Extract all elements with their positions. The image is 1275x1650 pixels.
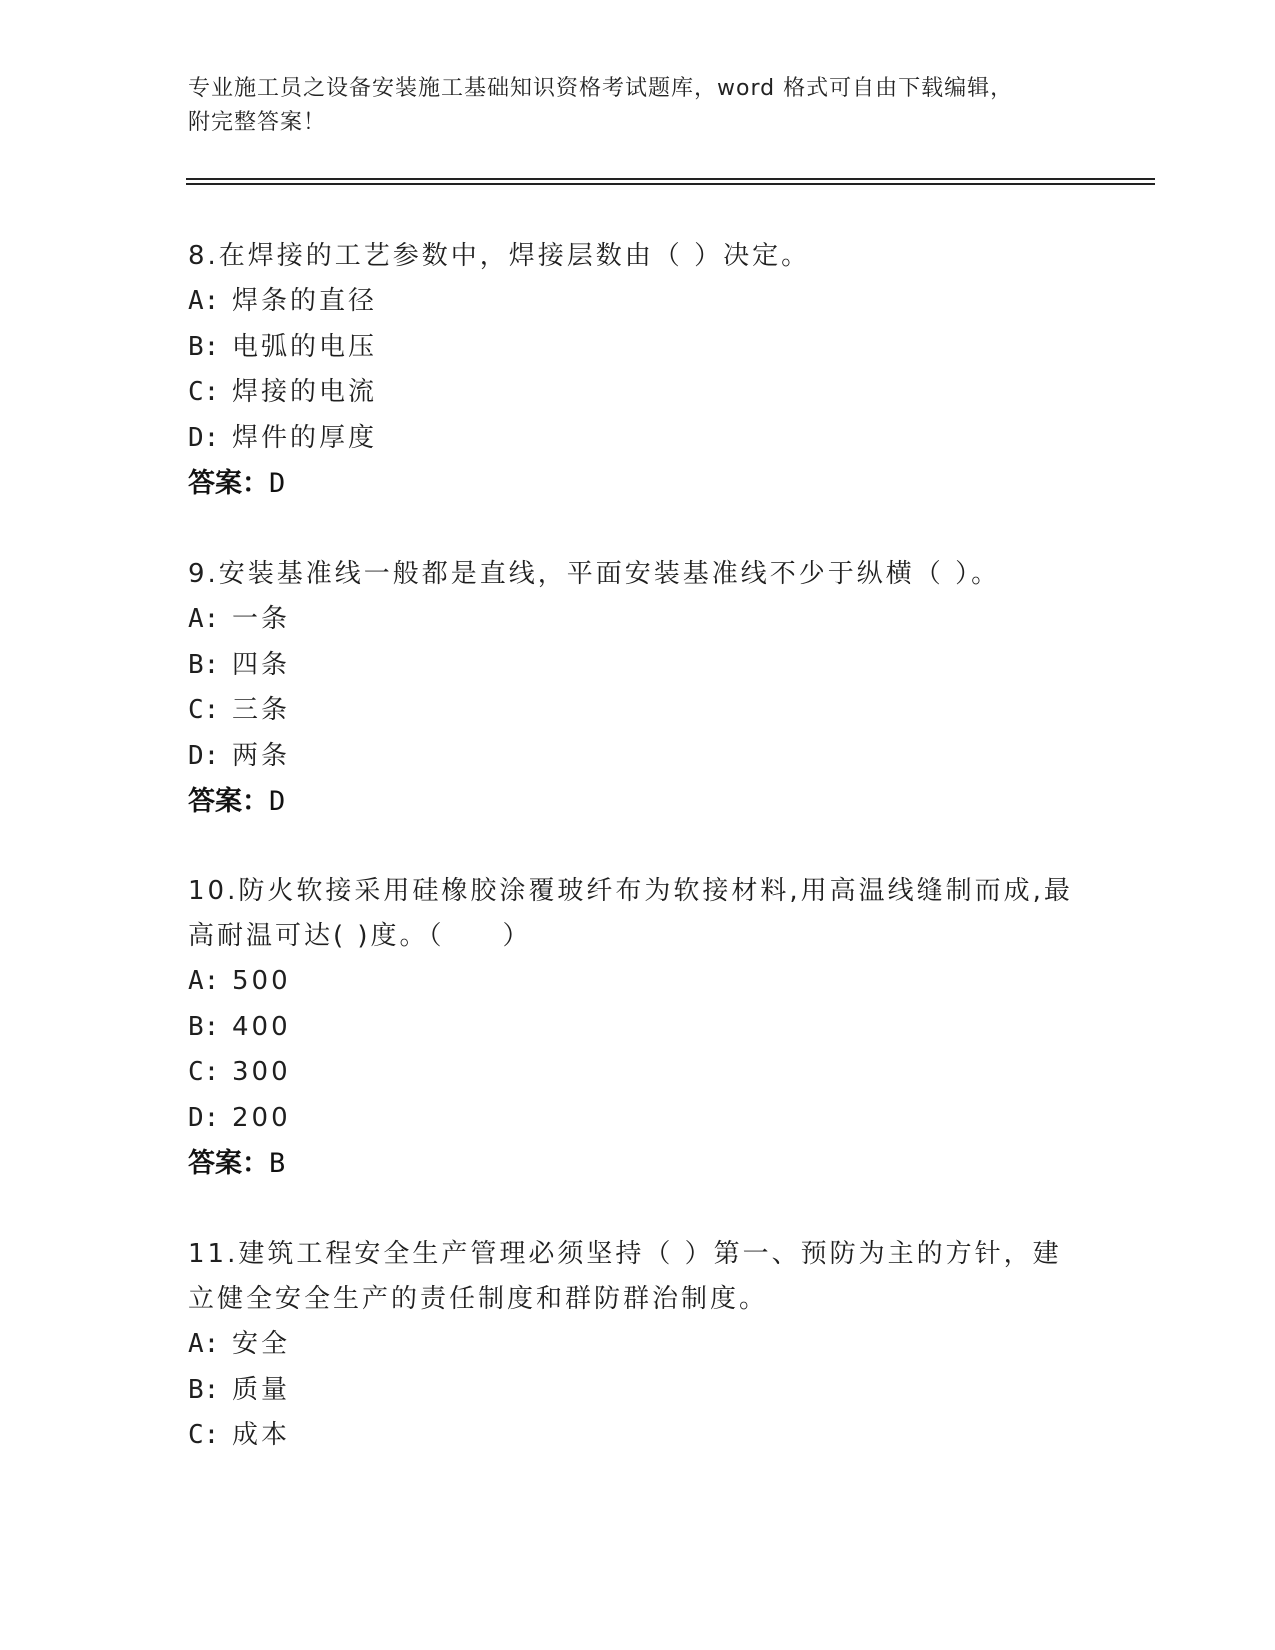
question-9 bbox=[188, 552, 1088, 824]
question-stem-line: 立健全安全生产的责任制度和群防群治制度。 bbox=[188, 1284, 769, 1314]
option-letter: B: bbox=[188, 1374, 220, 1405]
option-d bbox=[188, 416, 1088, 462]
answer-value: B bbox=[269, 1148, 286, 1179]
question-stem bbox=[188, 1232, 1088, 1322]
option-d bbox=[188, 734, 1088, 780]
option-letter: B: bbox=[188, 649, 220, 680]
option-text: 200 bbox=[232, 1102, 291, 1133]
option-c bbox=[188, 688, 1088, 734]
answer-line bbox=[188, 779, 1088, 824]
question-11 bbox=[188, 1232, 1088, 1459]
option-d bbox=[188, 1096, 1088, 1142]
option-text: 四条 bbox=[232, 649, 291, 680]
option-text: 一条 bbox=[232, 604, 291, 634]
question-10 bbox=[188, 869, 1088, 1186]
option-c bbox=[188, 1413, 1088, 1459]
document-header bbox=[188, 72, 1088, 140]
option-text: 成本 bbox=[232, 1420, 291, 1450]
option-letter: A: bbox=[188, 966, 220, 996]
option-letter: C: bbox=[188, 1420, 220, 1450]
option-text: 质量 bbox=[232, 1374, 291, 1405]
answer-label: 答案： bbox=[188, 786, 269, 817]
question-stem-line: 9.安装基准线一般都是直线，平面安装基准线不少于纵横（ ）。 bbox=[188, 559, 1001, 589]
option-a bbox=[188, 597, 1088, 643]
question-stem bbox=[188, 234, 1088, 279]
option-letter: A: bbox=[188, 1329, 220, 1359]
option-a bbox=[188, 279, 1088, 325]
answer-label: 答案： bbox=[188, 1148, 269, 1179]
question-8 bbox=[188, 234, 1088, 506]
option-text: 400 bbox=[232, 1011, 291, 1042]
option-letter: D: bbox=[188, 1102, 220, 1133]
header-line-2: 附完整答案！ bbox=[188, 110, 327, 135]
option-text: 安全 bbox=[232, 1329, 291, 1359]
question-stem bbox=[188, 552, 1088, 597]
answer-value: D bbox=[269, 786, 286, 817]
option-text: 焊条的直径 bbox=[232, 286, 378, 316]
option-b bbox=[188, 325, 1088, 371]
header-divider-bottom bbox=[186, 183, 1155, 185]
option-letter: B: bbox=[188, 1011, 220, 1042]
header-divider-top bbox=[186, 178, 1155, 180]
answer-label: 答案： bbox=[188, 468, 269, 499]
answer-value: D bbox=[269, 468, 286, 499]
question-stem-line: 8.在焊接的工艺参数中，焊接层数由（ ）决定。 bbox=[188, 241, 811, 271]
question-stem bbox=[188, 869, 1088, 959]
option-letter: D: bbox=[188, 740, 220, 771]
option-letter: B: bbox=[188, 331, 220, 362]
option-letter: A: bbox=[188, 286, 220, 316]
option-letter: C: bbox=[188, 377, 220, 407]
option-text: 电弧的电压 bbox=[232, 331, 378, 362]
question-stem-line: 高耐温可达( )度。（ ） bbox=[188, 921, 532, 951]
answer-line bbox=[188, 461, 1088, 506]
option-text: 焊件的厚度 bbox=[232, 422, 378, 453]
option-b bbox=[188, 1005, 1088, 1051]
option-text: 300 bbox=[232, 1057, 291, 1087]
option-b bbox=[188, 643, 1088, 689]
header-line-1: 专业施工员之设备安装施工基础知识资格考试题库，word 格式可自由下载编辑， bbox=[188, 76, 1014, 101]
option-letter: C: bbox=[188, 695, 220, 725]
option-text: 三条 bbox=[232, 695, 291, 725]
option-text: 两条 bbox=[232, 740, 291, 771]
option-c bbox=[188, 370, 1088, 416]
option-a bbox=[188, 959, 1088, 1005]
option-c bbox=[188, 1050, 1088, 1096]
option-letter: C: bbox=[188, 1057, 220, 1087]
option-letter: A: bbox=[188, 604, 220, 634]
option-b bbox=[188, 1368, 1088, 1414]
question-stem-line: 10.防火软接采用硅橡胶涂覆玻纤布为软接材料,用高温线缝制而成,最 bbox=[188, 876, 1073, 906]
option-letter: D: bbox=[188, 422, 220, 453]
option-text: 500 bbox=[232, 966, 291, 996]
option-text: 焊接的电流 bbox=[232, 377, 378, 407]
answer-line bbox=[188, 1141, 1088, 1186]
question-stem-line: 11.建筑工程安全生产管理必须坚持（ ）第一、预防为主的方针，建 bbox=[188, 1239, 1062, 1269]
option-a bbox=[188, 1322, 1088, 1368]
